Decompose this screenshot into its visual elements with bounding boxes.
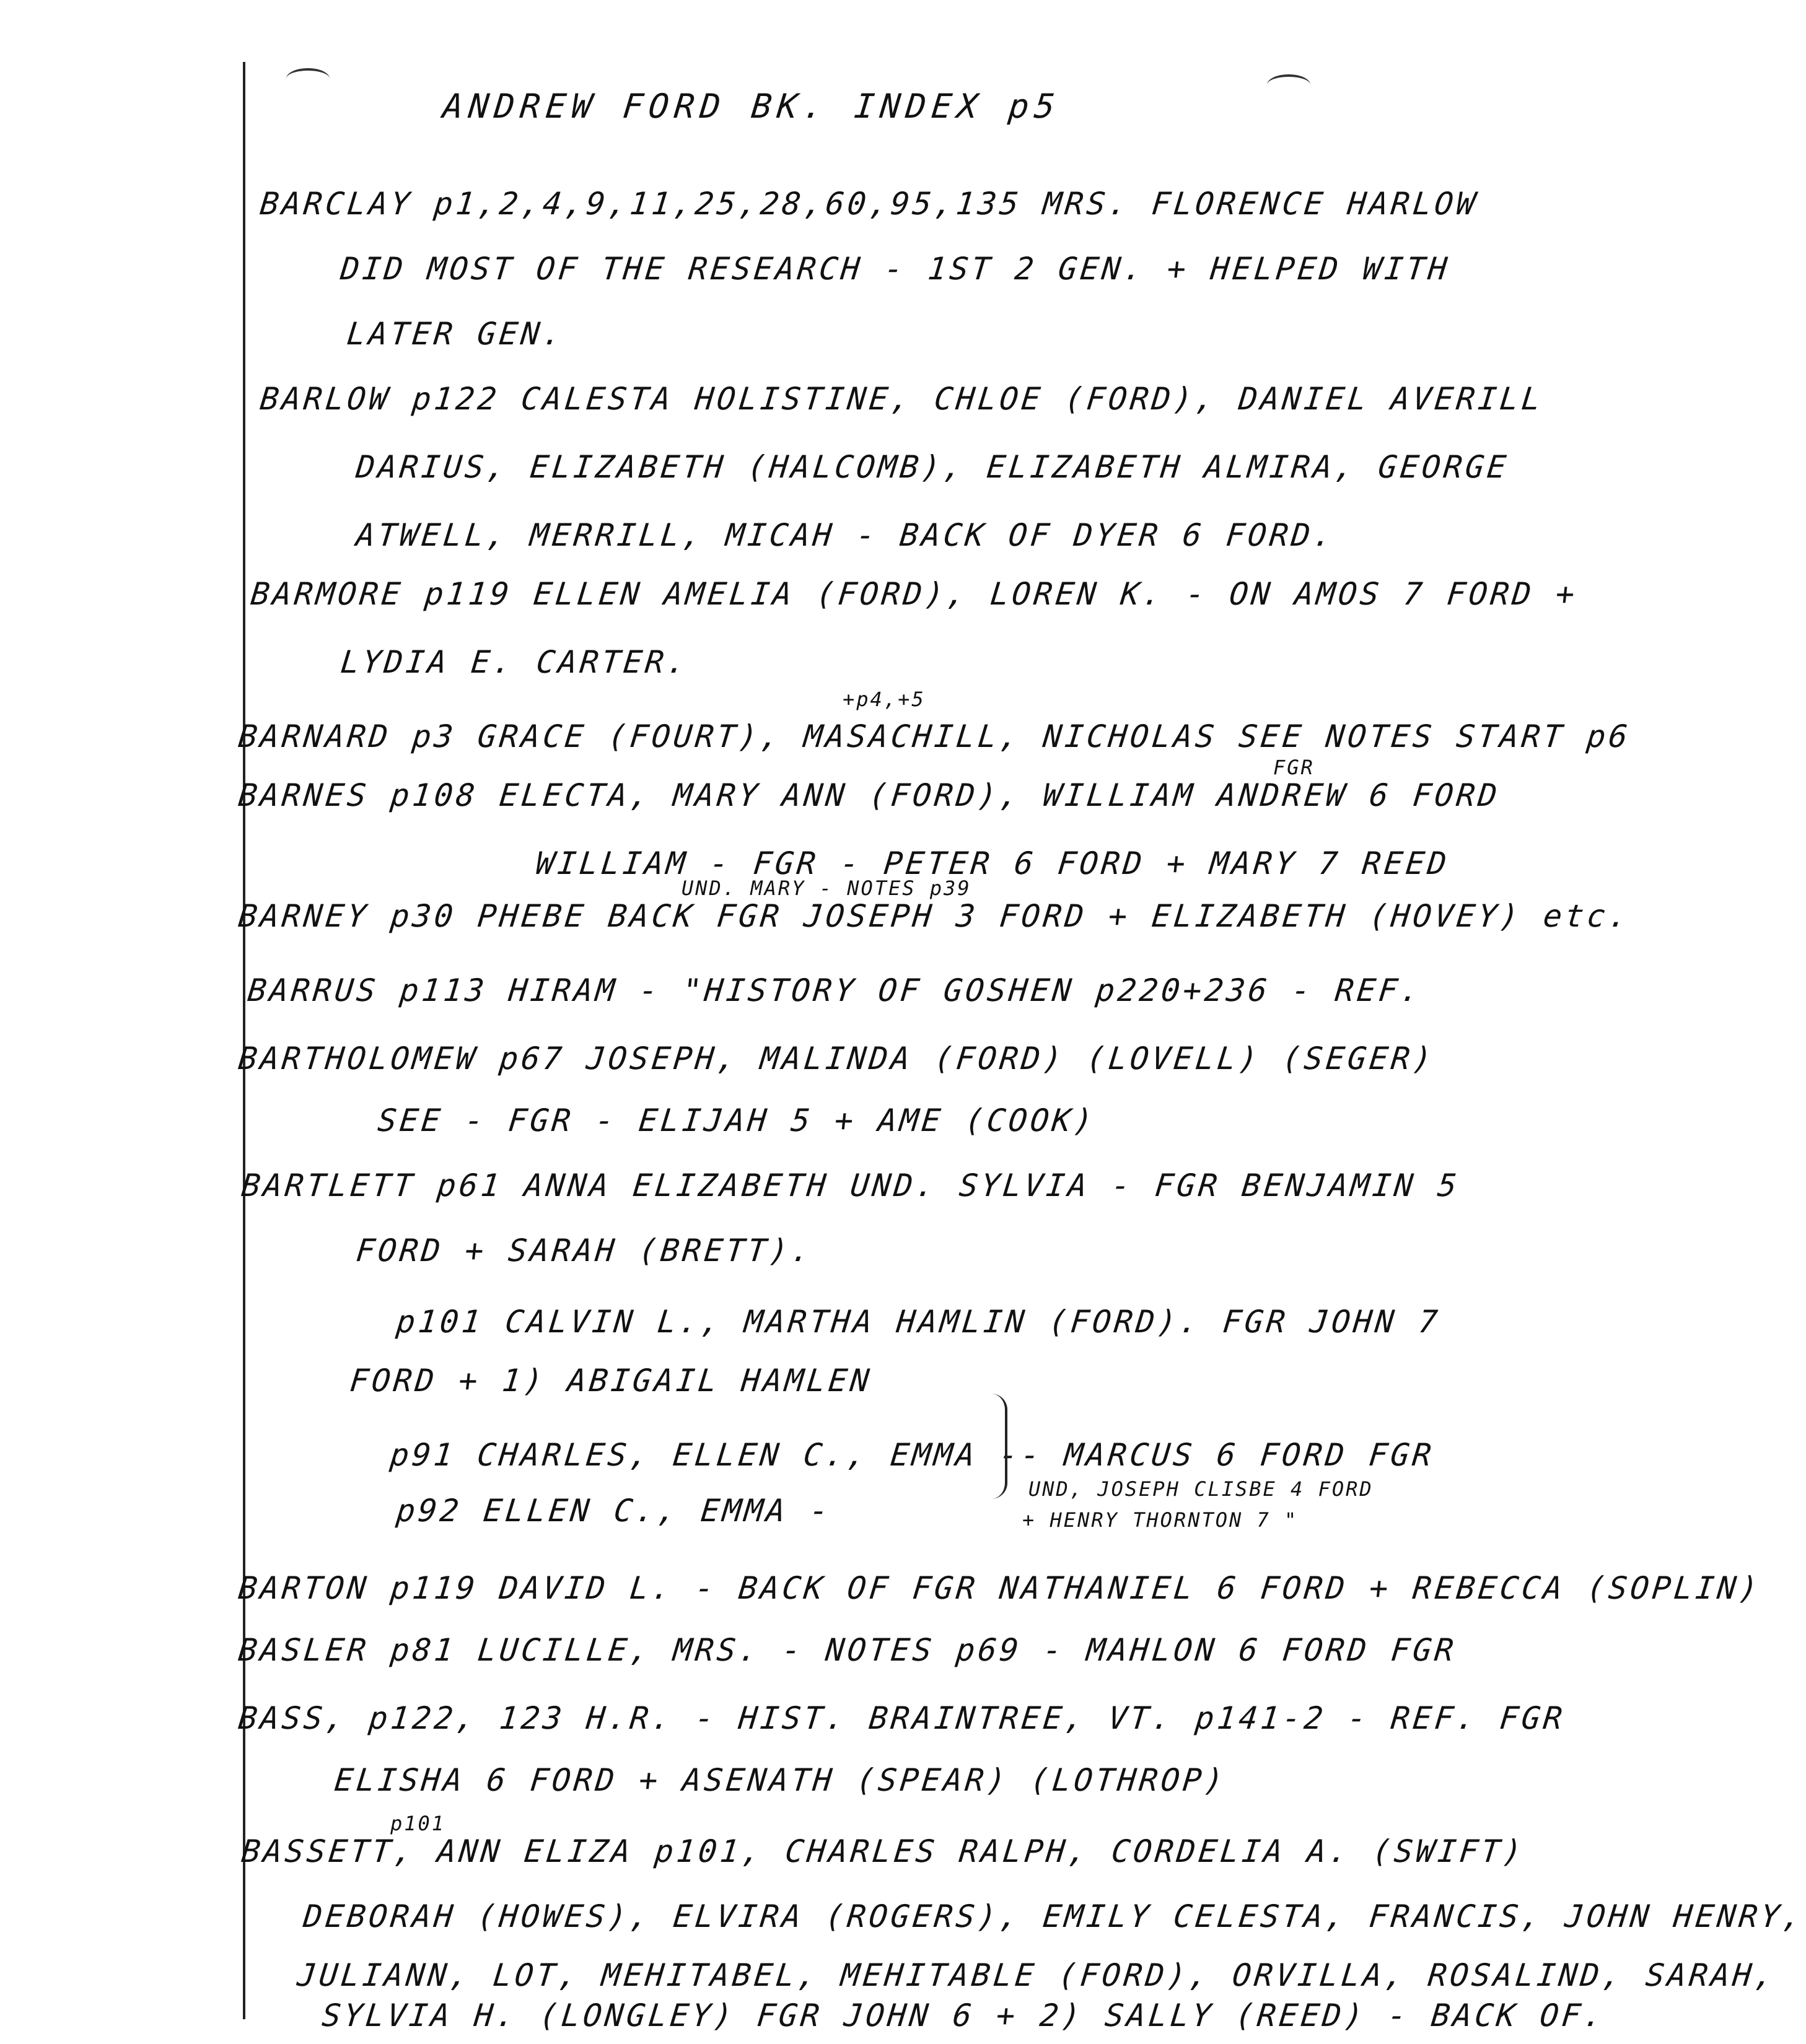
entry-barlow-cont-2: ATWELL, MERRILL, MICAH - BACK OF DYER 6 FORD.: [354, 517, 1337, 553]
annotation-bassett: p101: [390, 1812, 446, 1835]
entry-bassett-cont-1: DEBORAH (HOWES), ELVIRA (ROGERS), EMILY CELESTA, FRANCIS, JOHN HENRY,: [301, 1898, 1806, 1934]
page-title: ANDREW FORD BK. INDEX p5: [441, 87, 1063, 126]
entry-bartlett: BARTLETT p61 ANNA ELIZABETH UND. SYLVIA - FGR BENJAMIN 5: [239, 1168, 1462, 1203]
entry-barnes: BARNES p108 ELECTA, MARY ANN (FORD), WILLIAM ANDREW 6 FORD: [236, 777, 1502, 813]
entry-barlow-cont-1: DARIUS, ELIZABETH (HALCOMB), ELIZABETH ALMIRA, GEORGE: [354, 449, 1511, 485]
entry-bass: BASS, p122, 123 H.R. - HIST. BRAINTREE, VT. p141-2 - REF. FGR: [236, 1700, 1567, 1736]
annotation-bartlett-side-1: UND, JOSEPH CLISBE 4 FORD: [1028, 1477, 1374, 1501]
entry-barlow: BARLOW p122 CALESTA HOLISTINE, CHLOE (FORD), DANIEL AVERILL: [258, 381, 1546, 417]
punch-hole-mark: [1267, 74, 1310, 95]
entry-barmore: BARMORE p119 ELLEN AMELIA (FORD), LOREN K. - ON AMOS 7 FORD +: [248, 576, 1580, 612]
annotation-barnard: +p4,+5: [843, 688, 926, 711]
annotation-barney: UND. MARY - NOTES p39: [682, 876, 971, 900]
entry-bartlett-cont-1: FORD + SARAH (BRETT).: [354, 1233, 815, 1269]
entry-bartholomew: BARTHOLOMEW p67 JOSEPH, MALINDA (FORD) (LOVELL) (SEGER): [236, 1041, 1437, 1077]
entry-barnard: BARNARD p3 GRACE (FOURT), MASACHILL, NICHOLAS SEE NOTES START p6: [236, 718, 1633, 754]
entry-bartlett-cont-2: p101 CALVIN L., MARTHA HAMLIN (FORD). FGR JOHN 7: [394, 1304, 1442, 1340]
entry-bartholomew-cont: SEE - FGR - ELIJAH 5 + AME (COOK): [375, 1103, 1098, 1138]
entry-barrus: BARRUS p113 HIRAM - "HISTORY OF GOSHEN p220+236 - REF.: [245, 972, 1424, 1008]
entry-bassett-cont-3: SYLVIA H. (LONGLEY) FGR JOHN 6 + 2) SALLY (REED) - BACK OF.: [320, 1998, 1608, 2033]
entry-barmore-cont: LYDIA E. CARTER.: [338, 644, 691, 680]
punch-hole-mark: [286, 68, 330, 89]
entry-barton: BARTON p119 DAVID L. - BACK OF FGR NATHANIEL 6 FORD + REBECCA (SOPLIN): [236, 1570, 1763, 1606]
entry-basler: BASLER p81 LUCILLE, MRS. - NOTES p69 - MAHLON 6 FORD FGR: [236, 1632, 1458, 1668]
entry-barclay-cont-2: LATER GEN.: [344, 316, 567, 352]
entry-barney: BARNEY p30 PHEBE BACK FGR JOSEPH 3 FORD + ELIZABETH (HOVEY) etc.: [236, 898, 1633, 934]
entry-bassett: BASSETT, ANN ELIZA p101, CHARLES RALPH, CORDELIA A. (SWIFT): [239, 1833, 1527, 1869]
entry-barclay: BARCLAY p1,2,4,9,11,25,28,60,95,135 MRS. FLORENCE HARLOW: [258, 186, 1480, 222]
entry-bass-cont: ELISHA 6 FORD + ASENATH (SPEAR) (LOTHROP): [332, 1762, 1229, 1798]
entry-bartlett-cont-3: FORD + 1) ABIGAIL HAMLEN: [348, 1363, 874, 1399]
entry-bartlett-cont-5: p92 ELLEN C., EMMA -: [394, 1493, 834, 1529]
annotation-barnes: FGR: [1273, 756, 1315, 779]
annotation-bartlett-side-2: + HENRY THORNTON 7 ": [1022, 1508, 1299, 1532]
entry-barnes-cont: WILLIAM - FGR - PETER 6 FORD + MARY 7 REED: [533, 845, 1452, 881]
entry-bassett-cont-2: JULIANN, LOT, MEHITABEL, MEHITABLE (FORD), ORVILLA, ROSALIND, SARAH,: [295, 1957, 1779, 1993]
entry-barclay-cont-1: DID MOST OF THE RESEARCH - 1ST 2 GEN. + HELPED WITH: [338, 251, 1452, 287]
entry-bartlett-cont-4: p91 CHARLES, ELLEN C., EMMA -- MARCUS 6 FORD FGR: [388, 1437, 1436, 1473]
bracket-mark: [991, 1394, 1007, 1499]
